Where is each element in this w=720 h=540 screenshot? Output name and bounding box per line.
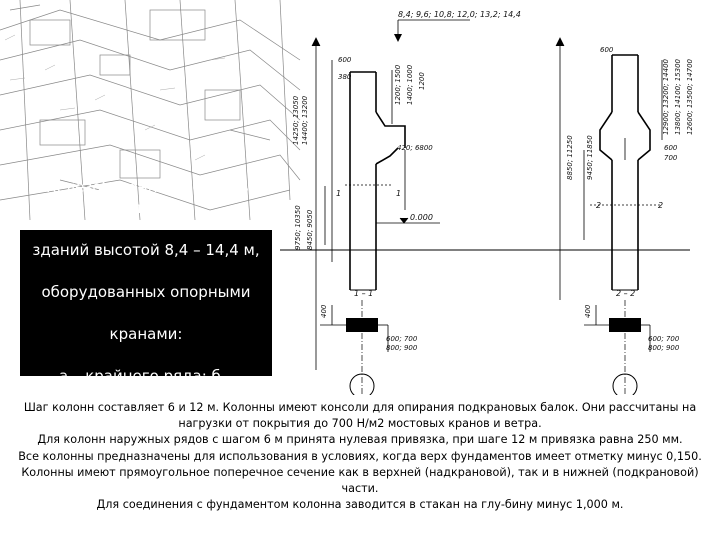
right-levels-c: 12600; 13500; 14700: [686, 59, 694, 135]
description-text: [6, 400, 714, 513]
description-line: нагрузки от покрытия до 700 Н/м2 мостовых кранов и ветра.: [178, 417, 542, 431]
right-column: [600, 55, 650, 290]
caption-line: оборудованных опорными: [41, 283, 251, 301]
left-section: [320, 289, 418, 395]
right-mid-levels-a: 8850; 11250: [566, 135, 574, 180]
caption-box: [20, 178, 272, 427]
caption-line: зданий высотой 8,4 – 14,4 м,: [32, 241, 260, 259]
left-section-dim-side: 400: [320, 304, 328, 318]
caption-line: а – крайнего ряда; б –: [58, 367, 234, 385]
right-section-dims-right: 600; 700: [648, 335, 680, 343]
description-line: части.: [341, 482, 379, 496]
right-section-dim-side: 400: [584, 304, 592, 318]
right-section-marker-a: 2: [596, 201, 602, 210]
left-consoles3: 1200: [418, 72, 426, 90]
right-levels-b: 13800; 14100; 15300: [674, 59, 682, 135]
left-lower-levels2: 8450; 9050: [306, 209, 314, 250]
description-line: Для колонн наружных рядов с шагом 6 м принята нулевая привязка, при шаге 12 м привязка равна 250 мм.: [37, 433, 683, 447]
left-section-dims-right: 600; 700: [386, 335, 418, 343]
left-section-title: 1 – 1: [354, 289, 374, 298]
left-levels: 14250; 13050: [292, 95, 300, 145]
caption-line: среднего ряда: [87, 409, 205, 427]
caption-line: Железобетонные колонны для: [40, 178, 252, 217]
left-section-dims-right2: 800; 900: [386, 344, 418, 352]
right-mid-levels-b: 9450; 11850: [586, 135, 594, 180]
description-line: Колонны имеют прямоугольное поперечное сечение как в верхней (надкрановой), так и в нижней (подкрановой): [21, 465, 699, 479]
right-levels-a: 12900; 13200; 14400: [662, 59, 670, 135]
description-line: Для соединения с фундаментом колонна заводится в стакан на глу-бину минус 1,000 м.: [96, 498, 624, 512]
right-section-title: 2 – 2: [616, 289, 636, 298]
right-section: [584, 289, 680, 395]
right-head-width: 600: [600, 46, 614, 54]
right-section-marker-b: 2: [658, 201, 664, 210]
right-console-dims2: 700: [664, 154, 678, 162]
left-head-width: 600: [338, 56, 352, 64]
background-plan-hatch: [5, 35, 225, 160]
top-heights-label: 8,4; 9,6; 10,8; 12,0; 13,2; 14,4: [398, 10, 521, 19]
left-lower-levels: 9750; 10350: [294, 205, 302, 250]
left-consoles2: 1400; 1000: [406, 64, 414, 105]
left-zero-mark: 0.000: [410, 213, 433, 222]
left-console-dims: 420; 6800: [397, 144, 433, 152]
description-line: Шаг колонн составляет 6 и 12 м. Колонны имеют консоли для опирания подкрановых балок. Они рассчитаны на: [23, 401, 697, 414]
left-head-width2: 380: [338, 73, 352, 81]
right-section-dims-right2: 800; 900: [648, 344, 680, 352]
right-console-dims: 600: [664, 144, 678, 152]
caption-line: кранами:: [109, 325, 183, 343]
description-line: Все колонны предназначены для использования в условиях, когда верх фундаментов имеет отметку минус 0,150.: [18, 449, 702, 463]
left-levels2: 14400; 13200: [301, 95, 309, 145]
left-consoles: 1200; 1500: [394, 64, 402, 105]
left-section-marker-a: 1: [336, 189, 342, 198]
left-section-marker-b: 1: [396, 189, 402, 198]
